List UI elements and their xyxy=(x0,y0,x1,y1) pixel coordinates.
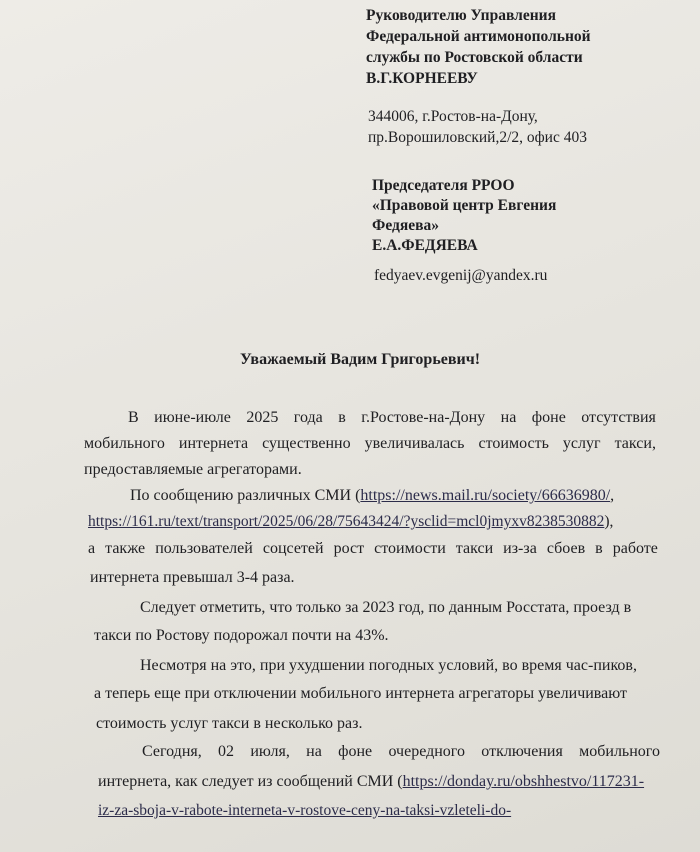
paragraph-1-line-2: мобильного интернета существенно увеличивалась стоимость услуг такси, xyxy=(84,435,656,452)
paragraph-4-line-2: а теперь еще при отключении мобильного интернета агрегаторы увеличивают xyxy=(94,685,627,702)
paragraph-3-line-1: Следует отметить, что только за 2023 год, по данным Росстата, проезд в xyxy=(140,599,632,616)
addressee-name: В.Г.КОРНЕЕВУ xyxy=(366,70,478,87)
source-link-donday[interactable]: https://donday.ru/obshhestvo/117231- xyxy=(402,773,645,790)
paragraph-5-line-3 xyxy=(98,803,511,819)
salutation: Уважаемый Вадим Григорьевич! xyxy=(240,351,481,368)
paragraph-4-line-3: стоимость услуг такси в несколько раз. xyxy=(96,715,363,732)
addressee-line-1: Руководителю Управления xyxy=(366,7,556,24)
paragraph-2-line-3: а также пользователей соцсетей рост стоимости такси из-за сбоев в работе xyxy=(88,540,658,557)
paragraph-2-line-1: По сообщению различных СМИ (https://news.mail.ru/society/66636980/, xyxy=(130,487,615,504)
sender-line-2: «Правовой центр Евгения xyxy=(372,197,557,214)
paragraph-1-line-3: предоставляемые агрегаторами. xyxy=(84,461,302,478)
sender-email: fedyaev.evgenij@yandex.ru xyxy=(374,267,548,284)
source-link-161[interactable]: https://161.ru/text/transport/2025/06/28/75643424/?ysclid=mcl0jmyxv8238530882 xyxy=(88,513,605,530)
paragraph-4-line-1: Несмотря на это, при ухудшении погодных условий, во время час-пиков, xyxy=(140,657,637,674)
addressee-line-3: службы по Ростовской области xyxy=(366,49,583,66)
sender-name: Е.А.ФЕДЯЕВА xyxy=(372,237,478,254)
paragraph-2-line-2: https://161.ru/text/transport/2025/06/28/75643424/?ysclid=mcl0jmyxv8238530882), xyxy=(88,513,614,530)
addressee-line-2: Федеральной антимонопольной xyxy=(366,28,591,45)
addressee-address-2: пр.Ворошиловский,2/2, офис 403 xyxy=(368,129,587,146)
source-link-donday-continued[interactable]: iz-za-sboja-v-rabote-interneta-v-rostove-ceny-na-taksi-vzleteli-do- xyxy=(98,802,512,819)
paragraph-5-line-1: Сегодня, 02 июля, на фоне очередного отключения мобильного xyxy=(142,743,660,760)
source-link-news-mail[interactable]: https://news.mail.ru/society/66636980/ xyxy=(360,487,611,504)
sender-line-1: Председателя РРОО xyxy=(372,177,515,194)
addressee-address-1: 344006, г.Ростов-на-Дону, xyxy=(368,108,538,125)
paragraph-2-line-4: интернета превышал 3-4 раза. xyxy=(90,569,295,586)
paragraph-5-line-2: интернета, как следует из сообщений СМИ (https://donday.ru/obshhestvo/117231- xyxy=(98,773,645,790)
paragraph-3-line-2: такси по Ростову подорожал почти на 43%. xyxy=(94,627,389,644)
sender-line-3: Федяева» xyxy=(372,217,439,234)
paragraph-1-line-1: В июне-июле 2025 года в г.Ростове-на-Дону на фоне отсутствия xyxy=(128,409,656,426)
